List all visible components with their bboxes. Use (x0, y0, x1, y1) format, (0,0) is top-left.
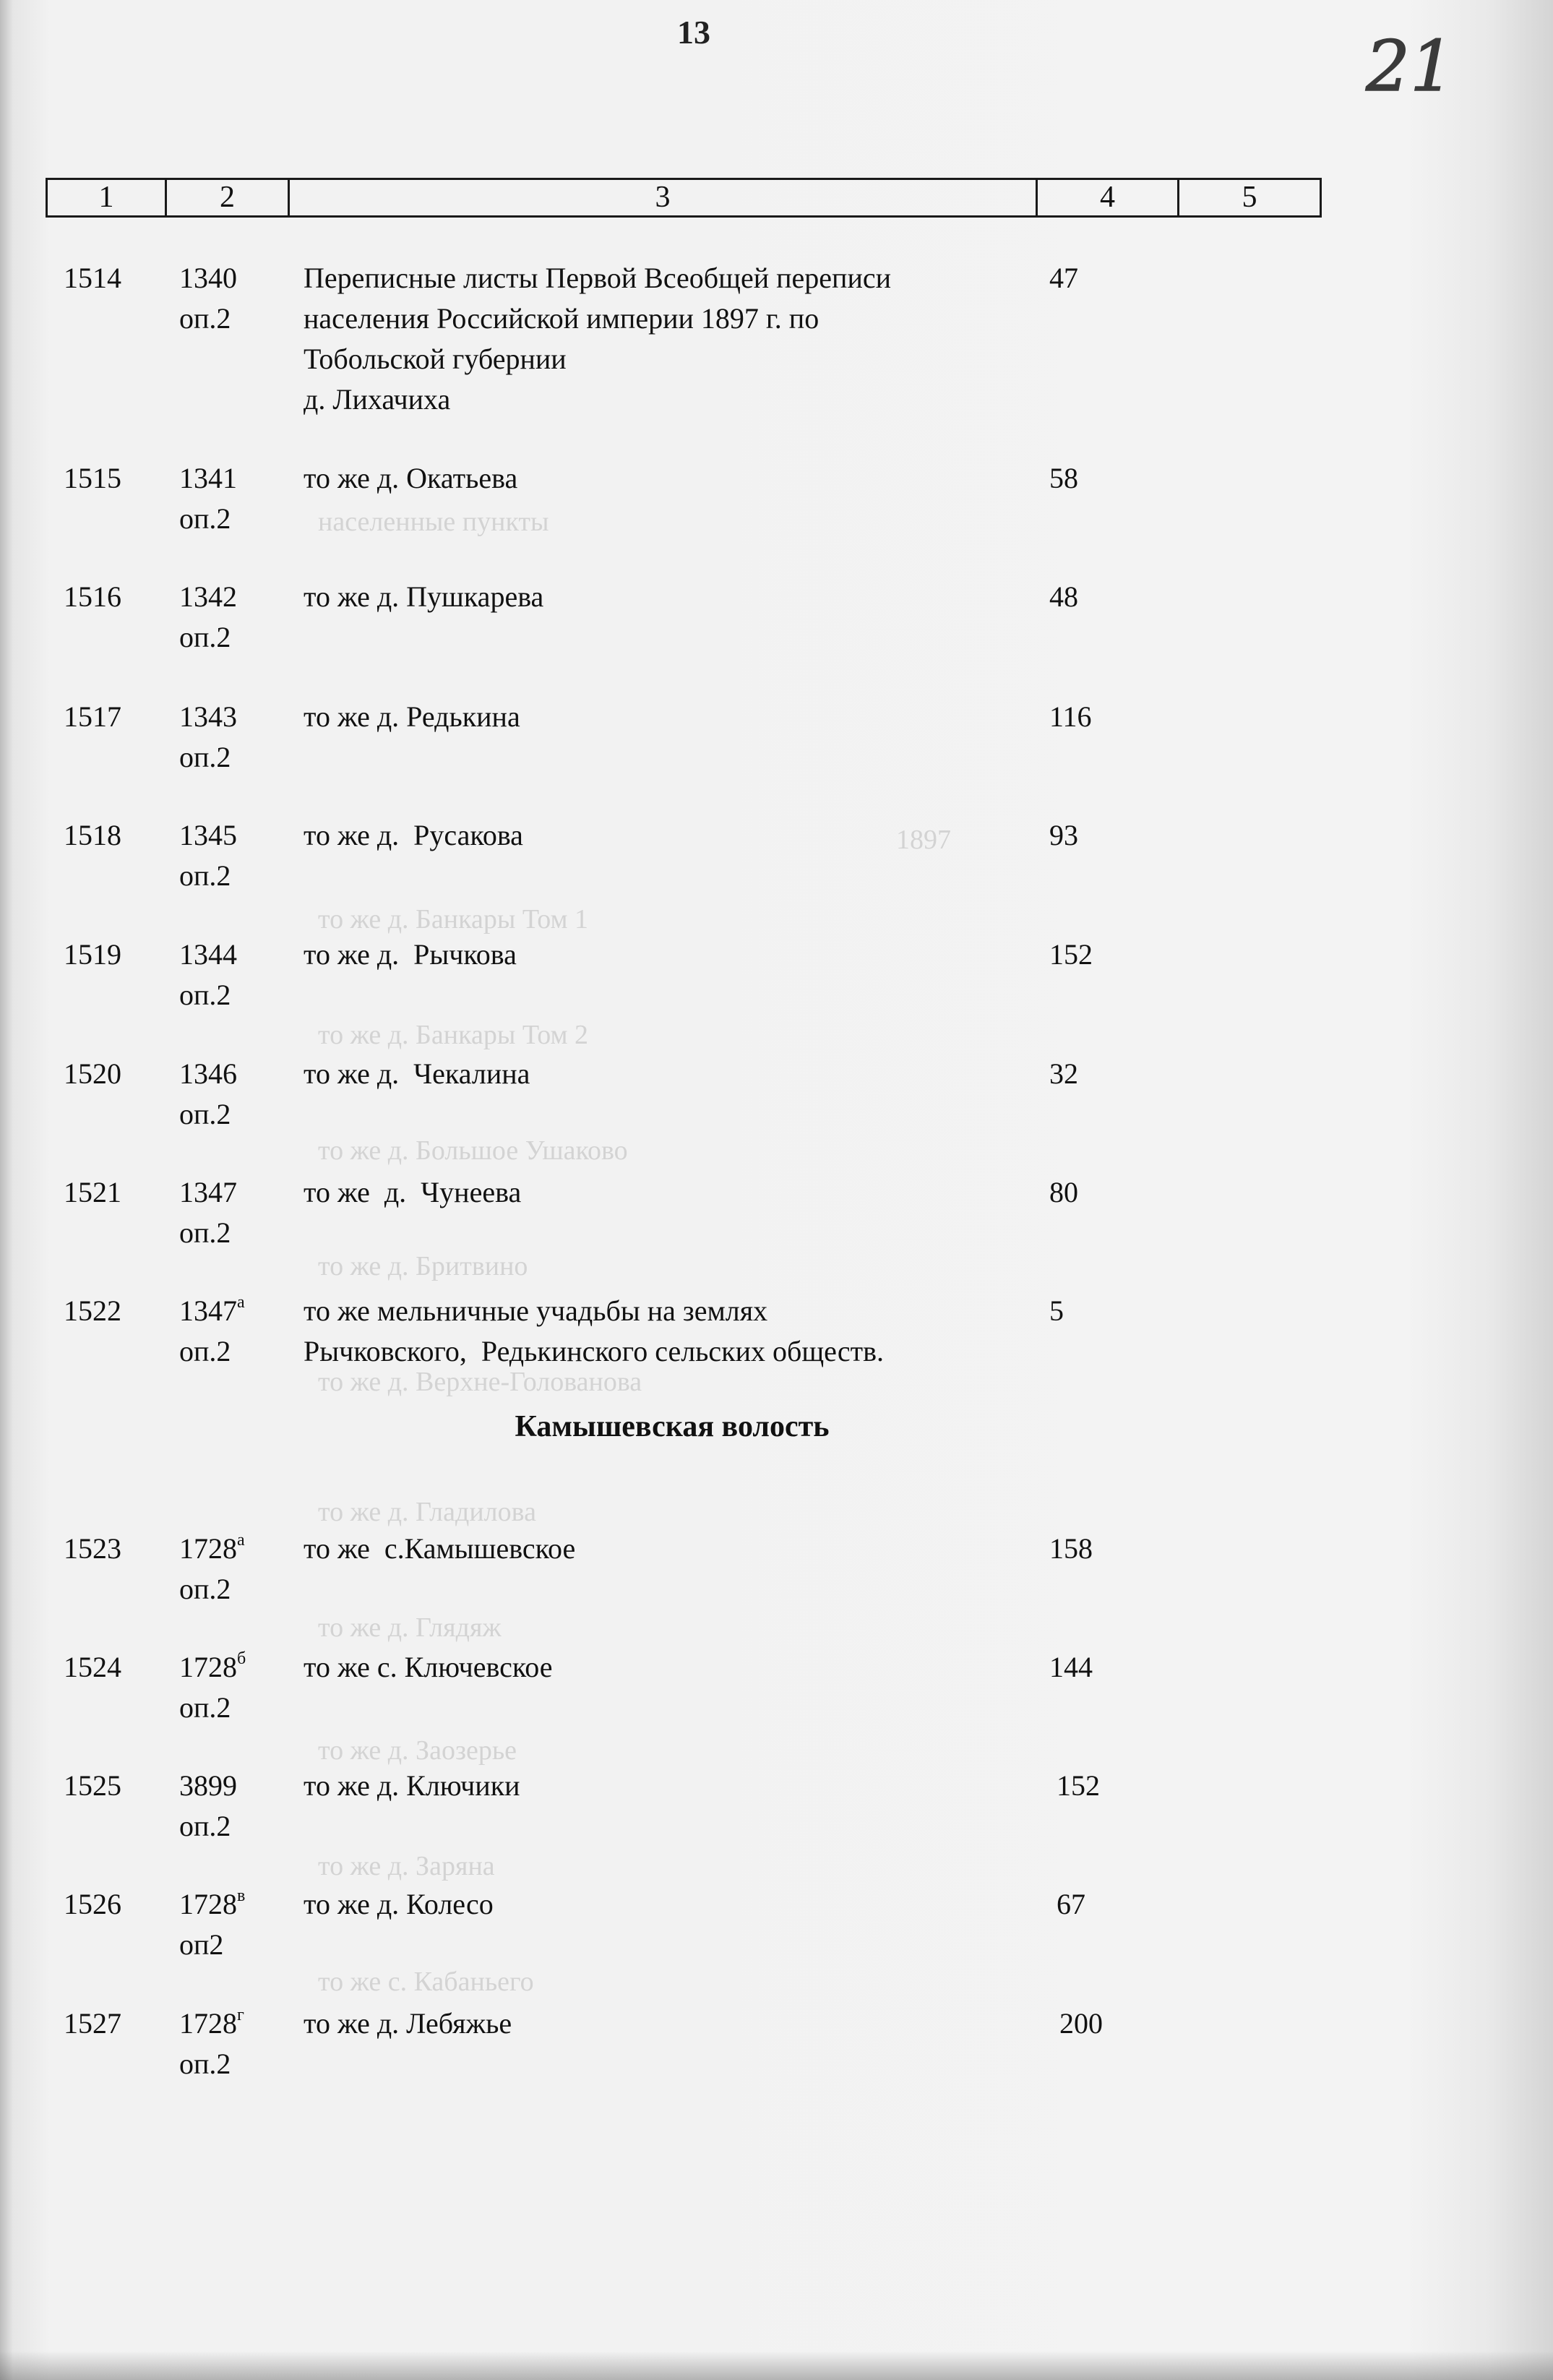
inventory-number: оп.2 (179, 621, 231, 653)
description-cell (304, 815, 1041, 856)
fund-number: 1347 (179, 1294, 237, 1327)
fund-cell (179, 1647, 246, 1728)
description-cell (304, 1529, 1041, 1569)
description-line: то же д. Пушкарева (304, 580, 544, 613)
column-header-4: 4 (1038, 180, 1179, 215)
column-header-2: 2 (167, 180, 290, 215)
sheet-count: 152 (1057, 1769, 1100, 1802)
description-cell (304, 1054, 1041, 1094)
fund-cell (179, 577, 237, 658)
sheet-count: 158 (1049, 1532, 1093, 1565)
description-line: то же мельничные учадьбы на землях (304, 1294, 768, 1327)
record-number: 1515 (64, 462, 121, 494)
description-line: то же д. Редькина (304, 700, 520, 733)
sheet-count: 200 (1059, 2007, 1103, 2040)
fund-cell (179, 1054, 237, 1135)
description-cell (304, 2003, 1041, 2044)
sheet-count: 116 (1049, 700, 1092, 733)
fund-cell (179, 1529, 245, 1610)
description-line: Рычковского, Редькинского сельских обществ. (304, 1335, 885, 1367)
description-line: то же д. Ключики (304, 1769, 520, 1802)
fund-cell (179, 1884, 245, 1965)
fund-cell (179, 258, 237, 339)
description-cell (304, 1172, 1041, 1213)
description-line: то же д. Русакова (304, 819, 523, 851)
description-cell (304, 1766, 1041, 1806)
description-line: то же д. Чекалина (304, 1057, 530, 1090)
sheet-count: 48 (1049, 580, 1078, 613)
fund-cell (179, 458, 237, 539)
sheet-count: 67 (1057, 1888, 1085, 1920)
column-header-3: 3 (290, 180, 1038, 215)
description-cell (304, 935, 1041, 975)
fund-number: 1344 (179, 938, 237, 971)
sheet-count: 47 (1049, 262, 1078, 294)
fund-number: 3899 (179, 1769, 237, 1802)
inventory-number: оп2 (179, 1928, 224, 1961)
record-number: 1524 (64, 1651, 121, 1683)
fund-number: 1728 (179, 1651, 237, 1683)
record-number: 1527 (64, 2007, 121, 2040)
description-line: Тобольской губернии (304, 343, 567, 375)
record-number: 1521 (64, 1176, 121, 1208)
fund-letter: г (237, 2006, 244, 2024)
fund-number: 1728 (179, 1888, 237, 1920)
sheet-count: 144 (1049, 1651, 1093, 1683)
record-number: 1516 (64, 580, 121, 613)
description-line: д. Лихачиха (304, 383, 451, 416)
record-number: 1519 (64, 938, 121, 971)
fund-letter: а (237, 1293, 245, 1312)
sheet-number: 13 (677, 14, 710, 51)
section-heading: Камышевская волость (515, 1410, 830, 1443)
description-cell (304, 458, 1041, 499)
description-line: то же д. Рычкова (304, 938, 517, 971)
record-number: 1517 (64, 700, 121, 733)
fund-letter: б (237, 1649, 246, 1668)
description-line: то же с.Камышевское (304, 1532, 576, 1565)
inventory-number: оп.2 (179, 1335, 231, 1367)
record-number: 1523 (64, 1532, 121, 1565)
fund-cell (179, 697, 237, 778)
sheet-count: 5 (1049, 1294, 1064, 1327)
fund-cell (179, 1766, 237, 1847)
description-line: то же д. Чунеева (304, 1176, 522, 1208)
inventory-number: оп.2 (179, 859, 231, 892)
description-line: то же д. Лебяжье (304, 2007, 512, 2040)
handwritten-number-text: 21 (1366, 26, 1455, 107)
document-page: 13 21 1 2 3 4 5 населенные пункты 1897 то же д. Банкары Том 1 то же д. Банкары Том 2 то же д. Большое Ушаково то же д. Бритвино то же д. Верхне-Голованова то же д. Гладилова то же д. Глядяж то же д. Заозерье то же д. Заряна то же с. Кабаньего 1514 1340 оп.2 Переписные листы Первой Всеобщей переписи населения Российской империи 1897 г. по Тобольской губернии д. Лихачиха 47 1515 1341 оп.2 то же д. Окатьева 58 1516 1342 оп.2 то же д. Пушкарева 48 1517 1343 оп.2 то же д. Редькина 116 1518 1345 оп.2 то же д. Русакова 93 1519 1344 оп.2 то же д. Рычкова 152 1520 1346 оп.2 то же д. Чекалина 32 1521 1347 оп.2 то же д. Чунеева 80 1522 $1347^а$ оп.2 то же мельничные учадьбы на землях Рычковского, Редькинского сельских обществ. 5 Камышевская волость 1523 $1728^а$ оп.2 то же с.Камышевское 158 1524 $1728^б$ оп.2 то же с. Ключевское 144 1525 3899 оп.2 то же д. Ключики 152 1526 $1728^в$ оп2 то же д. Колесо 67 1527 $1728^г$ оп.2 то же д. Лебяжье 200 (0, 0, 1553, 2380)
record-number: 1525 (64, 1769, 121, 1802)
inventory-number: оп.2 (179, 1691, 231, 1724)
record-number: 1526 (64, 1888, 121, 1920)
column-header-1: 1 (48, 180, 167, 215)
description-cell (304, 258, 1041, 420)
inventory-number: оп.2 (179, 741, 231, 773)
fund-number: 1340 (179, 262, 237, 294)
fund-cell (179, 1172, 237, 1253)
record-number: 1514 (64, 262, 121, 294)
fund-number: 1347 (179, 1176, 237, 1208)
description-line: то же д. Колесо (304, 1888, 494, 1920)
description-cell (304, 1647, 1041, 1688)
fund-number: 1346 (179, 1057, 237, 1090)
handwritten-page-number (1359, 22, 1467, 108)
sheet-count: 80 (1049, 1176, 1078, 1208)
fund-number: 1345 (179, 819, 237, 851)
inventory-number: оп.2 (179, 1810, 231, 1842)
fund-cell (179, 935, 237, 1015)
fund-cell (179, 1291, 245, 1372)
description-line: то же д. Окатьева (304, 462, 518, 494)
fund-number: 1728 (179, 1532, 237, 1565)
description-cell (304, 697, 1041, 737)
fund-cell (179, 2003, 244, 2084)
description-line: населения Российской империи 1897 г. по (304, 302, 819, 335)
record-number: 1518 (64, 819, 121, 851)
inventory-number: оп.2 (179, 1573, 231, 1605)
fund-number: 1728 (179, 2007, 237, 2040)
column-header-5: 5 (1242, 181, 1257, 214)
record-number: 1520 (64, 1057, 121, 1090)
description-cell (304, 1291, 1041, 1372)
description-line: Переписные листы Первой Всеобщей переписи (304, 262, 892, 294)
description-line: то же с. Ключевское (304, 1651, 553, 1683)
inventory-number: оп.2 (179, 502, 231, 535)
inventory-number: оп.2 (179, 979, 231, 1011)
column-header-table (46, 178, 1322, 218)
fund-number: 1342 (179, 580, 237, 613)
sheet-count: 58 (1049, 462, 1078, 494)
description-cell (304, 1884, 1041, 1925)
inventory-number: оп.2 (179, 1216, 231, 1249)
record-number: 1522 (64, 1294, 121, 1327)
sheet-count: 32 (1049, 1057, 1078, 1090)
fund-letter: а (237, 1531, 245, 1550)
fund-number: 1341 (179, 462, 237, 494)
sheet-count: 152 (1049, 938, 1093, 971)
inventory-number: оп.2 (179, 302, 231, 335)
inventory-number: оп.2 (179, 2048, 231, 2080)
inventory-number: оп.2 (179, 1098, 231, 1130)
fund-number: 1343 (179, 700, 237, 733)
fund-cell (179, 815, 237, 896)
fund-letter: в (237, 1886, 246, 1905)
sheet-count: 93 (1049, 819, 1078, 851)
description-cell (304, 577, 1041, 617)
